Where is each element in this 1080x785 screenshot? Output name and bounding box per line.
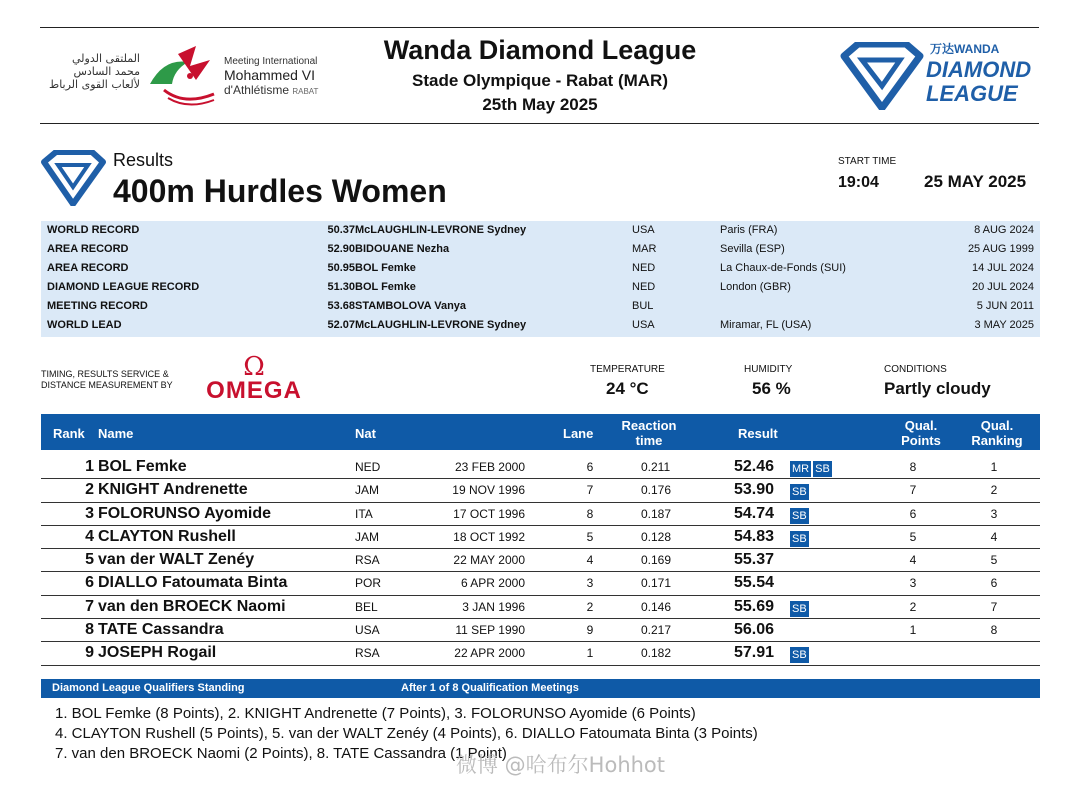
qual-ranking-cell: 3 <box>990 506 998 521</box>
record-type: AREA RECORD <box>47 243 129 255</box>
meeting-logo-arabic <box>40 52 140 91</box>
record-row <box>41 278 1040 297</box>
athlete-name: FOLORUNSO Ayomide <box>98 504 272 522</box>
record-row <box>41 221 1040 240</box>
record-nat: NED <box>632 262 656 274</box>
nat-cell: JAM <box>355 529 379 544</box>
record-holder: BIDOUANE Nezha <box>355 243 450 255</box>
temperature-value: 24 °C <box>606 379 649 398</box>
mark-badge: MR <box>792 463 810 475</box>
table-row <box>41 456 1040 479</box>
mark-badge: SB <box>792 602 807 615</box>
header-top-rule <box>40 27 1039 28</box>
qual-ranking-cell: 5 <box>990 553 998 568</box>
reaction-cell: 0.187 <box>641 506 672 521</box>
meeting-emblem-icon <box>144 44 220 108</box>
meeting-line-3: d'Athlétisme <box>224 83 289 97</box>
start-time-label: START TIME <box>838 156 897 167</box>
record-date: 14 JUL 2024 <box>972 262 1034 274</box>
reaction-cell: 0.146 <box>641 599 672 614</box>
timing-label-line-2: DISTANCE MEASUREMENT BY <box>41 380 173 390</box>
marks-cell <box>790 645 811 663</box>
athlete-name: van den BROECK Naomi <box>98 597 286 615</box>
standings-line: 1. BOL Femke (8 Points), 2. KNIGHT Andrenette (7 Points), 3. FOLORUNSO Ayomide (6 Points) <box>55 705 696 722</box>
table-row <box>41 572 1040 595</box>
rank-cell: 9 <box>85 644 94 662</box>
result-cell: 55.37 <box>734 551 775 569</box>
nat-cell: USA <box>355 623 380 638</box>
rank-cell: 7 <box>85 597 94 615</box>
records-table <box>41 221 1040 337</box>
venue: Stade Olympique - Rabat (MAR) <box>412 71 668 90</box>
qual-ranking-cell: 4 <box>990 529 998 544</box>
mark-badge: SB <box>792 486 807 499</box>
table-row <box>41 596 1040 619</box>
dob-cell: 6 APR 2000 <box>460 576 525 591</box>
qual-points-cell: 2 <box>909 599 917 614</box>
marks-cell <box>790 459 834 477</box>
record-type: DIAMOND LEAGUE RECORD <box>47 281 200 293</box>
header-title-block <box>360 34 720 115</box>
nat-cell: RSA <box>355 646 380 661</box>
marks-cell <box>790 529 811 547</box>
col-nat: Nat <box>355 426 376 441</box>
timing-label-line-1: TIMING, RESULTS SERVICE & <box>41 369 169 379</box>
table-row <box>41 479 1040 502</box>
results-label: Results <box>113 150 174 170</box>
record-nat: USA <box>632 224 655 236</box>
record-venue: Sevilla (ESP) <box>720 243 785 255</box>
dob-cell: 11 SEP 1990 <box>455 623 525 638</box>
record-date: 3 MAY 2025 <box>974 319 1034 331</box>
qual-ranking-cell: 1 <box>990 460 998 474</box>
results-table-body <box>41 456 1040 666</box>
lane-cell: 8 <box>586 506 594 521</box>
nat-cell: BEL <box>355 599 378 614</box>
record-row <box>41 240 1040 259</box>
meeting-logo-text <box>224 56 344 97</box>
marks-cell <box>790 506 811 524</box>
result-cell: 56.06 <box>734 621 775 639</box>
result-cell: 54.83 <box>734 527 775 545</box>
qual-points-cell: 3 <box>909 576 917 591</box>
dl-logo-line-2: LEAGUE <box>926 81 1018 106</box>
record-type: AREA RECORD <box>47 262 129 274</box>
result-cell: 57.91 <box>734 644 775 662</box>
mark-badge: SB <box>815 463 830 475</box>
dob-cell: 18 OCT 1992 <box>453 529 525 544</box>
header-bottom-rule <box>40 123 1039 124</box>
humidity-label: HUMIDITY <box>744 364 793 375</box>
result-cell: 54.74 <box>734 504 775 522</box>
nat-cell: POR <box>355 576 382 591</box>
result-cell: 55.69 <box>734 597 775 615</box>
rank-cell: 1 <box>85 458 94 475</box>
athlete-name: BOL Femke <box>98 458 187 475</box>
result-cell: 52.46 <box>734 458 775 475</box>
record-nat: BUL <box>632 300 654 312</box>
lane-cell: 5 <box>586 529 594 544</box>
diamond-league-logo <box>840 40 1040 110</box>
standings-line: 4. CLAYTON Rushell (5 Points), 5. van der WALT Zenéy (4 Points), 6. DIALLO Fatoumata Binta (3 Points) <box>55 725 758 742</box>
dl-logo-line-1: DIAMOND <box>926 57 1032 82</box>
record-holder: McLAUGHLIN-LEVRONE Sydney <box>355 224 527 236</box>
humidity-value: 56 % <box>752 379 791 398</box>
nat-cell: JAM <box>355 483 379 498</box>
meeting-date: 25th May 2025 <box>482 95 598 114</box>
athlete-name: TATE Cassandra <box>98 621 224 639</box>
record-row <box>41 259 1040 278</box>
rank-cell: 4 <box>85 527 94 545</box>
col-name: Name <box>98 426 134 441</box>
rank-cell: 6 <box>85 574 94 592</box>
athlete-name: CLAYTON Rushell <box>98 527 236 545</box>
event-name: 400m Hurdles Women <box>113 173 447 209</box>
col-qual-ranking <box>967 418 1027 448</box>
record-row <box>41 297 1040 316</box>
omega-symbol-icon: Ω <box>243 352 265 382</box>
record-venue: Miramar, FL (USA) <box>720 319 812 331</box>
lane-cell: 4 <box>586 553 594 568</box>
lane-cell: 9 <box>586 623 594 638</box>
rank-cell: 8 <box>85 621 94 639</box>
reaction-cell: 0.169 <box>641 553 672 568</box>
dob-cell: 22 MAY 2000 <box>453 553 525 568</box>
marks-cell <box>790 482 811 500</box>
table-row <box>41 549 1040 572</box>
results-table-header <box>41 414 1040 450</box>
reaction-cell: 0.211 <box>641 460 671 474</box>
col-rank: Rank <box>53 426 85 441</box>
humidity-box <box>744 364 792 399</box>
qual-ranking-cell: 6 <box>990 576 998 591</box>
table-row <box>41 619 1040 642</box>
standings-title: Diamond League Qualifiers Standing <box>52 682 245 694</box>
result-cell: 55.54 <box>734 574 775 592</box>
reaction-cell: 0.217 <box>641 623 672 638</box>
wanda-brand: 万达WANDA <box>930 42 1000 56</box>
record-holder: McLAUGHLIN-LEVRONE Sydney <box>355 319 527 331</box>
record-type: WORLD RECORD <box>47 224 140 236</box>
reaction-cell: 0.171 <box>641 576 672 591</box>
qual-points-cell: 7 <box>909 483 917 498</box>
record-time: 50.95 <box>327 262 355 274</box>
col-result: Result <box>738 426 778 441</box>
standings-bar <box>41 679 1040 698</box>
meeting-line-1: Meeting International <box>224 56 318 67</box>
qual-points-cell: 4 <box>909 553 917 568</box>
athlete-name: KNIGHT Andrenette <box>98 481 248 499</box>
mark-badge: SB <box>792 509 807 522</box>
dob-cell: 3 JAN 1996 <box>462 599 525 614</box>
record-date: 5 JUN 2011 <box>976 300 1034 312</box>
arabic-line-3: لألعاب القوى الرباط <box>49 78 140 91</box>
mark-badge: SB <box>792 649 807 662</box>
record-venue: La Chaux-de-Fonds (SUI) <box>720 262 846 274</box>
table-row <box>41 503 1040 526</box>
record-date: 25 AUG 1999 <box>967 243 1034 255</box>
standings-subtitle: After 1 of 8 Qualification Meetings <box>401 682 579 694</box>
temperature-label: TEMPERATURE <box>590 364 665 375</box>
qual-points-cell: 1 <box>909 623 917 638</box>
record-holder: BOL Femke <box>355 262 416 274</box>
record-date: 8 AUG 2024 <box>974 224 1034 236</box>
qual-ranking-cell: 8 <box>990 623 998 638</box>
conditions-value: Partly cloudy <box>884 379 991 398</box>
col-qual-points-line-1: Qual. <box>904 418 938 433</box>
meeting-line-3-city: RABAT <box>292 87 319 96</box>
conditions-label: CONDITIONS <box>884 364 947 375</box>
reaction-cell: 0.176 <box>641 483 672 498</box>
col-qual-ranking-line-2: Ranking <box>971 433 1023 448</box>
dob-cell: 17 OCT 1996 <box>453 506 525 521</box>
dob-cell: 22 APR 2000 <box>454 646 525 661</box>
col-reaction <box>617 418 681 448</box>
lane-cell: 3 <box>586 576 594 591</box>
record-holder: BOL Femke <box>355 281 416 293</box>
col-qual-points-line-2: Points <box>901 433 941 448</box>
record-time: 50.37 <box>327 224 355 236</box>
record-venue: London (GBR) <box>720 281 791 293</box>
record-nat: USA <box>632 319 655 331</box>
temperature-box <box>590 364 665 399</box>
record-row <box>41 316 1040 335</box>
reaction-cell: 0.182 <box>641 646 672 661</box>
meeting-logo <box>40 42 340 112</box>
record-venue: Paris (FRA) <box>720 224 778 236</box>
timing-label <box>41 369 201 391</box>
record-time: 53.68 <box>327 300 355 312</box>
conditions-box <box>884 364 991 399</box>
marks-cell <box>790 599 811 617</box>
rank-cell: 3 <box>85 504 94 522</box>
record-type: WORLD LEAD <box>47 319 122 331</box>
qual-points-cell: 5 <box>909 529 917 544</box>
lane-cell: 2 <box>586 599 594 614</box>
qual-points-cell: 6 <box>909 506 917 521</box>
qual-points-cell: 8 <box>909 460 917 474</box>
lane-cell: 7 <box>586 483 594 498</box>
table-row <box>41 642 1040 665</box>
start-date: 25 MAY 2025 <box>924 172 1027 191</box>
result-cell: 53.90 <box>734 481 775 499</box>
diamond-league-diamond-icon <box>840 42 924 110</box>
arabic-line-2: محمد السادس <box>73 65 140 78</box>
lane-cell: 1 <box>586 646 594 661</box>
col-reaction-line-1: Reaction <box>621 418 677 433</box>
watermark: 微博 @哈布尔Hohhot <box>456 753 666 777</box>
nat-cell: RSA <box>355 553 380 568</box>
qual-ranking-cell: 7 <box>990 599 998 614</box>
record-type: MEETING RECORD <box>47 300 148 312</box>
rank-cell: 5 <box>85 551 94 569</box>
omega-wordmark: OMEGA <box>206 377 302 404</box>
standings-line: 7. van den BROECK Naomi (2 Points), 8. TATE Cassandra (1 Point) <box>55 745 507 762</box>
arabic-line-1: الملتقى الدولي <box>72 52 140 65</box>
athlete-name: van der WALT Zenéy <box>98 551 255 569</box>
col-qual-points <box>891 418 951 448</box>
athlete-name: JOSEPH Rogail <box>98 644 217 662</box>
reaction-cell: 0.128 <box>641 529 672 544</box>
rank-cell: 2 <box>85 481 94 499</box>
record-nat: NED <box>632 281 656 293</box>
nat-cell: ITA <box>355 506 373 521</box>
meeting-line-2: Mohammed VI <box>224 67 316 83</box>
record-holder: STAMBOLOVA Vanya <box>355 300 467 312</box>
record-time: 52.90 <box>327 243 355 255</box>
nat-cell: NED <box>355 460 381 474</box>
table-row <box>41 526 1040 549</box>
dob-cell: 19 NOV 1996 <box>452 483 525 498</box>
record-date: 20 JUL 2024 <box>972 281 1034 293</box>
qual-ranking-cell: 2 <box>990 483 998 498</box>
results-diamond-icon <box>40 150 106 206</box>
col-lane: Lane <box>563 426 594 441</box>
omega-logo <box>204 352 304 404</box>
dob-cell: 23 FEB 2000 <box>454 460 525 474</box>
start-time: 19:04 <box>838 174 879 191</box>
mark-badge: SB <box>792 532 807 545</box>
col-qual-ranking-line-1: Qual. <box>980 418 1014 433</box>
lane-cell: 6 <box>586 460 594 474</box>
page-title: Wanda Diamond League <box>383 35 697 65</box>
col-reaction-line-2: time <box>635 433 663 448</box>
record-time: 52.07 <box>327 319 355 331</box>
record-time: 51.30 <box>327 281 355 293</box>
athlete-name: DIALLO Fatoumata Binta <box>98 574 288 592</box>
record-nat: MAR <box>632 243 657 255</box>
